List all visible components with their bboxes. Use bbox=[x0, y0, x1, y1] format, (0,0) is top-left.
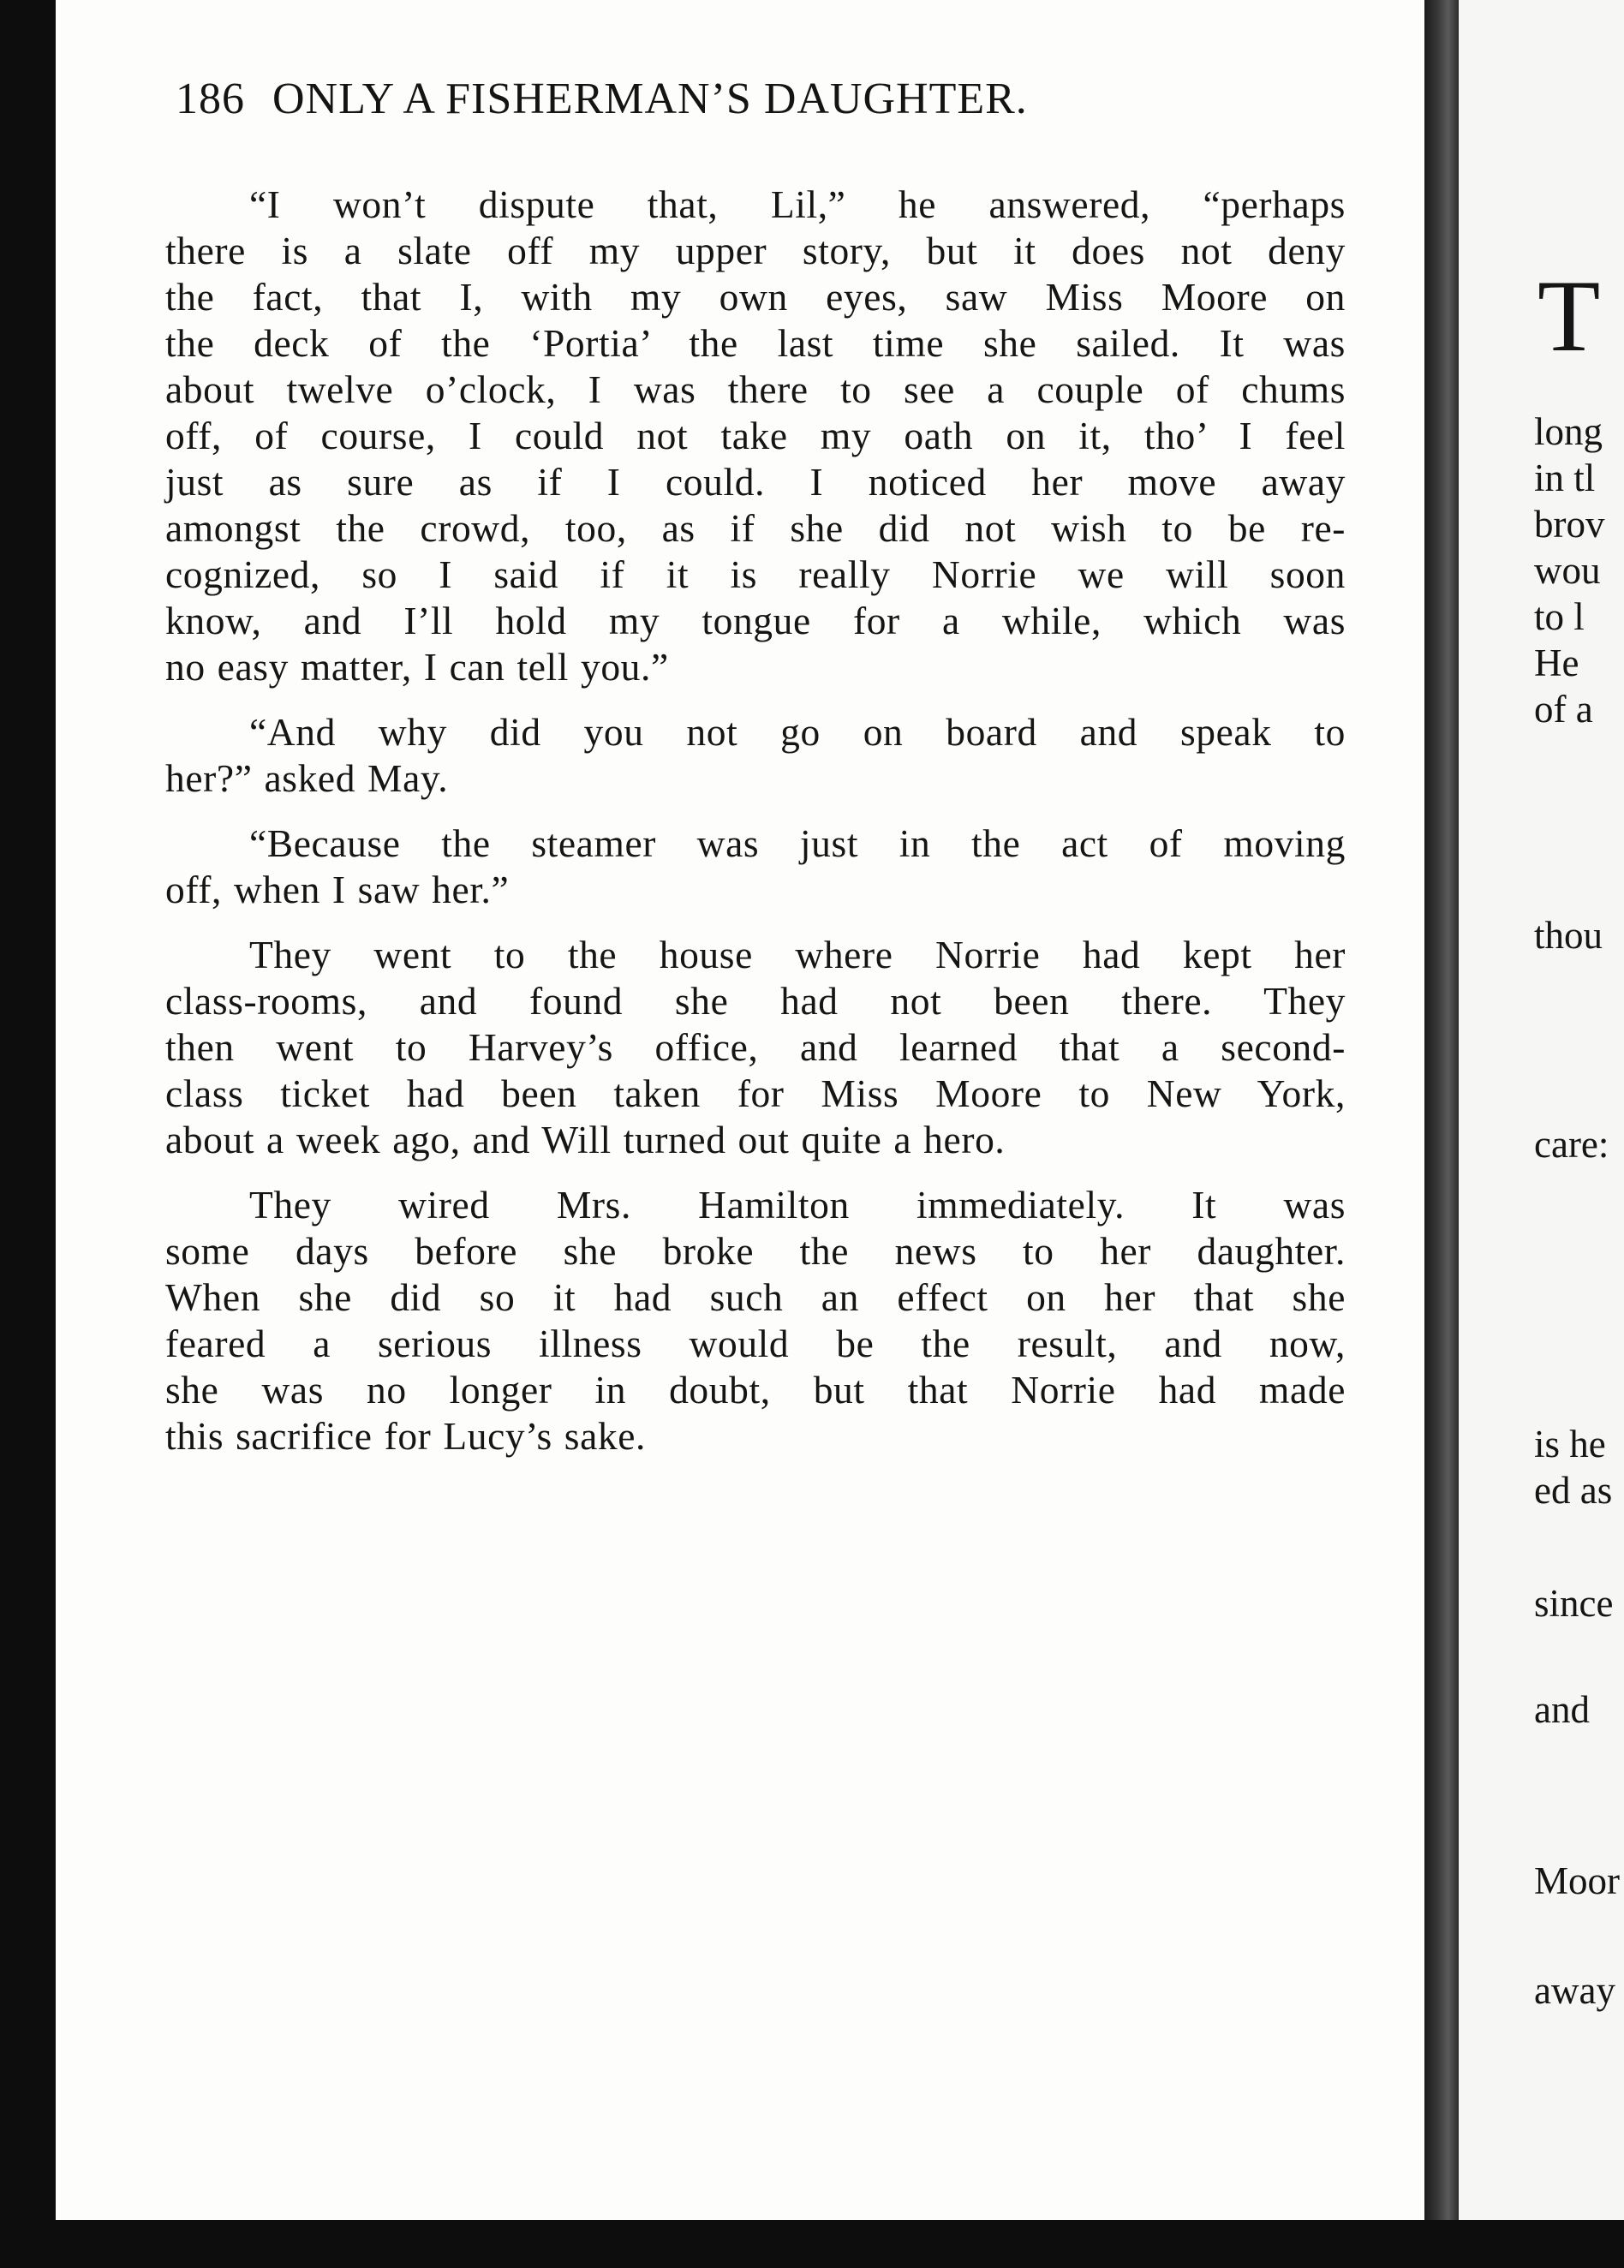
text-line: there is a slate off my upper story, but it does not deny bbox=[165, 229, 1346, 272]
text-line: feared a serious illness would be the result, and now, bbox=[165, 1322, 1346, 1365]
text-line: about twelve o’clock, I was there to see a couple of chums bbox=[165, 367, 1346, 411]
text-line: this sacrifice for Lucy’s sake. bbox=[165, 1414, 647, 1458]
text-line: off, of course, I could not take my oath on it, tho’ I feel bbox=[165, 414, 1346, 457]
text-line: no easy matter, I can tell you.” bbox=[165, 645, 669, 689]
left-page bbox=[56, 0, 1424, 2220]
text-line: off, when I saw her.” bbox=[165, 868, 510, 911]
book-gutter bbox=[1424, 0, 1459, 2268]
text-line: the deck of the ‘Portia’ the last time she sailed. It was bbox=[165, 321, 1346, 365]
page-number: 186 bbox=[176, 75, 245, 123]
text-line: then went to Harvey’s office, and learned that a second- bbox=[165, 1025, 1346, 1069]
page-header bbox=[176, 74, 1028, 124]
text-line: class ticket had been taken for Miss Moore to New York, bbox=[165, 1071, 1346, 1115]
facing-line-fragment: ed as bbox=[1534, 1469, 1613, 1512]
text-line: cognized, so I said if it is really Norrie we will soon bbox=[165, 552, 1346, 596]
facing-line-fragment: and bbox=[1534, 1688, 1590, 1731]
facing-line-fragment: is he bbox=[1534, 1423, 1606, 1465]
facing-line-fragment: away bbox=[1534, 1969, 1615, 2012]
paragraph bbox=[165, 932, 1346, 1163]
facing-line-fragment: brov bbox=[1534, 503, 1605, 546]
text-line: some days before she broke the news to her daughter. bbox=[165, 1229, 1346, 1273]
text-line: amongst the crowd, too, as if she did not wish to be re- bbox=[165, 506, 1346, 550]
text-line: she was no longer in doubt, but that Norrie had made bbox=[165, 1368, 1346, 1412]
text-line: “And why did you not go on board and speak to bbox=[249, 710, 1346, 754]
text-line: her?” asked May. bbox=[165, 756, 449, 800]
drop-cap: T bbox=[1537, 259, 1601, 373]
paragraph bbox=[165, 709, 1346, 802]
text-line: They wired Mrs. Hamilton immediately. It was bbox=[249, 1183, 1346, 1227]
facing-line-fragment: long bbox=[1534, 410, 1603, 453]
facing-line-fragment: thou bbox=[1534, 914, 1603, 957]
running-title: ONLY A FISHERMAN’S DAUGHTER. bbox=[272, 75, 1028, 123]
facing-line-fragment: He bbox=[1534, 642, 1579, 684]
facing-line-fragment: wou bbox=[1534, 549, 1601, 592]
paragraph bbox=[165, 1182, 1346, 1459]
text-line: about a week ago, and Will turned out quite a hero. bbox=[165, 1118, 1006, 1161]
facing-line-fragment: since bbox=[1534, 1582, 1614, 1625]
facing-line-fragment: in tl bbox=[1534, 457, 1596, 499]
paragraph bbox=[165, 182, 1346, 690]
text-line: They went to the house where Norrie had kept her bbox=[249, 933, 1346, 976]
text-line: When she did so it had such an effect on her that she bbox=[165, 1275, 1346, 1319]
facing-line-fragment: Moor bbox=[1534, 1859, 1620, 1902]
text-line: know, and I’ll hold my tongue for a while, which was bbox=[165, 599, 1346, 642]
text-line: just as sure as if I could. I noticed her move away bbox=[165, 460, 1346, 504]
text-line: class-rooms, and found she had not been there. They bbox=[165, 979, 1346, 1023]
facing-page bbox=[1459, 0, 1624, 2227]
text-line: “I won’t dispute that, Lil,” he answered, “perhaps bbox=[249, 182, 1346, 226]
text-line: “Because the steamer was just in the act of moving bbox=[249, 821, 1346, 865]
body-text bbox=[165, 182, 1346, 1459]
facing-line-fragment: care: bbox=[1534, 1123, 1609, 1166]
text-line: the fact, that I, with my own eyes, saw Miss Moore on bbox=[165, 275, 1346, 319]
facing-line-fragment: to l bbox=[1534, 595, 1585, 638]
paragraph bbox=[165, 821, 1346, 913]
facing-line-fragment: of a bbox=[1534, 688, 1593, 731]
scan-bottom-edge bbox=[0, 2220, 1624, 2268]
